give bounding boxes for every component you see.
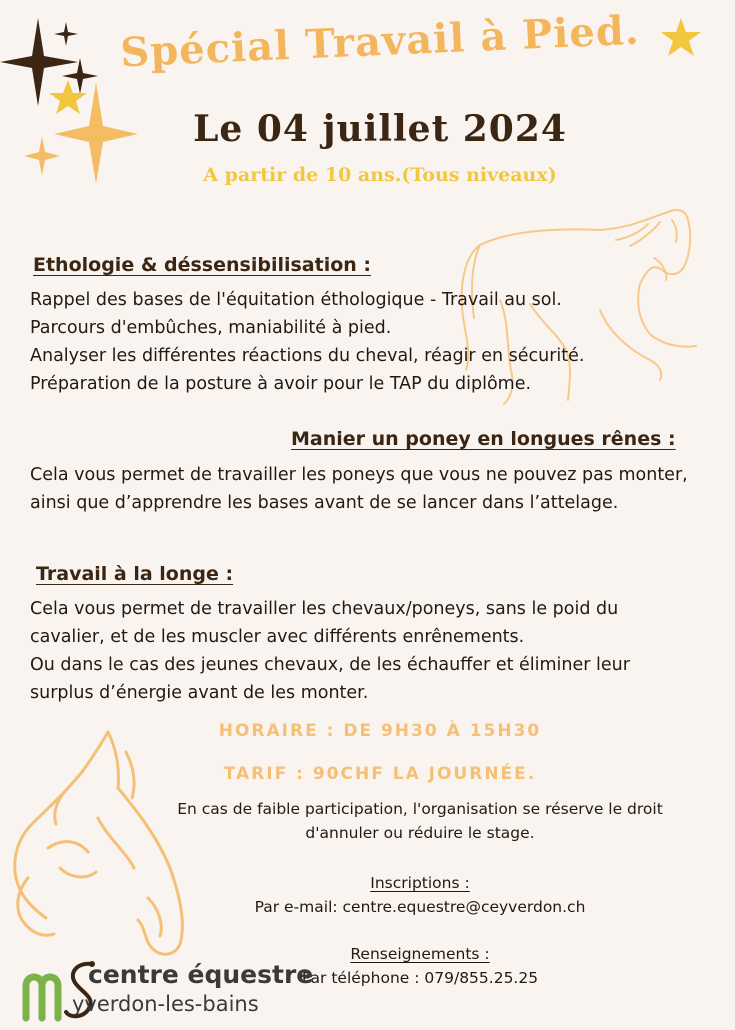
- section1-line: Analyser les différentes réactions du cheval, réagir en sécurité.: [30, 346, 585, 366]
- section3-line: Ou dans le cas des jeunes chevaux, de les échauffer et éliminer leur: [30, 655, 630, 675]
- section1-line: Parcours d'embûches, maniabilité à pied.: [30, 318, 392, 338]
- age-level: A partir de 10 ans.(Tous niveaux): [203, 164, 557, 186]
- section2-line: Cela vous permet de travailler les poneys que vous ne pouvez pas monter,: [30, 465, 688, 485]
- star-icon: [660, 18, 702, 58]
- section1-heading: Ethologie & déssensibilisation :: [33, 254, 372, 276]
- section1-line: Préparation de la posture à avoir pour le TAP du diplôme.: [30, 374, 532, 394]
- page-title: Spécial Travail à Pied.: [119, 6, 641, 77]
- notice-text: [140, 797, 700, 845]
- section1-text: [30, 286, 584, 398]
- notice-line: En cas de faible participation, l'organisation se réserve le droit: [177, 800, 663, 818]
- price-text: TARIF : 90CHF LA JOURNÉE.: [223, 764, 537, 784]
- section3-line: surplus d’énergie avant de les monter.: [30, 683, 369, 703]
- section3-text: [30, 595, 630, 707]
- info-phone[interactable]: Par téléphone : 079/855.25.25: [301, 969, 539, 987]
- inscriptions-block: [170, 871, 670, 919]
- schedule-text: HORAIRE : DE 9H30 À 15H30: [218, 721, 542, 741]
- sparkle-orange-small-icon: [24, 136, 60, 176]
- section1-line: Rappel des bases de l'équitation éthologique - Travail au sol.: [30, 290, 562, 310]
- section3-heading: Travail à la longe :: [36, 563, 234, 585]
- section3-line: Cela vous permet de travailler les chevaux/poneys, sans le poid du: [30, 599, 619, 619]
- section3-line: cavalier, et de les muscler avec différents enrênements.: [30, 627, 525, 647]
- section2-heading: Manier un poney en longues rênes :: [291, 428, 676, 450]
- info-label: Renseignements :: [350, 945, 490, 963]
- inscriptions-label: Inscriptions :: [370, 874, 470, 892]
- sparkle-dark-small-icon: [54, 22, 78, 46]
- section2-text: [30, 461, 688, 517]
- inscriptions-email[interactable]: Par e-mail: centre.equestre@ceyverdon.ch: [254, 898, 586, 916]
- notice-line: d'annuler ou réduire le stage.: [305, 824, 535, 842]
- logo-city: yverdon-les-bains: [72, 992, 259, 1016]
- logo-name: centre équestre: [88, 960, 314, 989]
- section2-line: ainsi que d’apprendre les bases avant de se lancer dans l’attelage.: [30, 493, 619, 513]
- event-date: Le 04 juillet 2024: [193, 108, 567, 150]
